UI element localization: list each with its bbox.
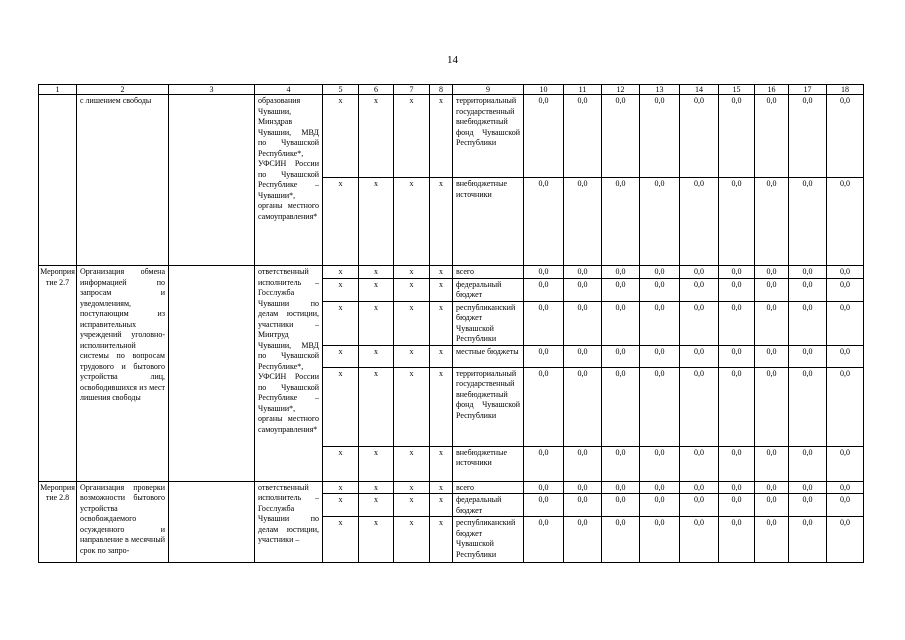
code-cell: x: [359, 178, 394, 266]
value-cell: 0,0: [524, 301, 564, 345]
value-cell: 0,0: [680, 266, 719, 279]
col-header: 6: [359, 85, 394, 95]
continuation-block: [39, 95, 864, 266]
value-cell: 0,0: [680, 178, 719, 266]
value-cell: 0,0: [719, 95, 755, 178]
table-row: [39, 481, 864, 494]
col-header: 9: [453, 85, 524, 95]
value-cell: 0,0: [524, 278, 564, 301]
value-cell: 0,0: [602, 367, 640, 446]
code-cell: x: [359, 278, 394, 301]
measure-description-cell: Организация обмена информацией по запросам и уведомлениям, поступающим из исправительных учреждений уголовно-исполнительной системы по вопросам трудового и бытового устройства лиц, освободившихся из мест лишения свободы: [77, 266, 169, 482]
value-cell: 0,0: [755, 345, 789, 367]
value-cell: 0,0: [564, 367, 602, 446]
measure-label-cell: Мероприятие 2.7: [39, 266, 77, 482]
code-cell: x: [430, 178, 453, 266]
value-cell: 0,0: [755, 494, 789, 517]
value-cell: 0,0: [680, 345, 719, 367]
value-cell: 0,0: [640, 266, 680, 279]
value-cell: 0,0: [789, 266, 827, 279]
funding-source-cell: внебюджетные источники: [453, 178, 524, 266]
value-cell: 0,0: [755, 178, 789, 266]
value-cell: 0,0: [524, 345, 564, 367]
code-cell: x: [430, 95, 453, 178]
value-cell: 0,0: [827, 95, 864, 178]
executors-cell: образования Чувашии, Минздрав Чувашии, МВД по Чувашской Республике*, УФСИН России по Чувашской Республике – Чувашии*, органы местного самоуправления*: [255, 95, 323, 266]
code-cell: x: [323, 481, 359, 494]
value-cell: 0,0: [755, 517, 789, 563]
code-cell: x: [323, 178, 359, 266]
value-cell: 0,0: [524, 367, 564, 446]
code-cell: x: [323, 494, 359, 517]
funding-source-cell: федеральный бюджет: [453, 278, 524, 301]
value-cell: 0,0: [602, 178, 640, 266]
code-cell: x: [359, 494, 394, 517]
value-cell: 0,0: [602, 301, 640, 345]
value-cell: 0,0: [524, 481, 564, 494]
code-cell: x: [394, 178, 430, 266]
financing-table: [38, 84, 864, 563]
value-cell: 0,0: [564, 494, 602, 517]
value-cell: 0,0: [755, 278, 789, 301]
value-cell: 0,0: [524, 178, 564, 266]
code-cell: x: [359, 367, 394, 446]
code-cell: x: [430, 266, 453, 279]
funding-source-cell: республиканский бюджет Чувашской Республики: [453, 301, 524, 345]
code-cell: x: [323, 367, 359, 446]
value-cell: 0,0: [564, 481, 602, 494]
code-cell: x: [394, 266, 430, 279]
col-header: 18: [827, 85, 864, 95]
value-cell: 0,0: [564, 278, 602, 301]
code-cell: x: [359, 95, 394, 178]
value-cell: 0,0: [680, 278, 719, 301]
value-cell: 0,0: [719, 345, 755, 367]
funding-source-cell: всего: [453, 481, 524, 494]
value-cell: 0,0: [680, 446, 719, 481]
funding-source-cell: всего: [453, 266, 524, 279]
value-cell: 0,0: [755, 481, 789, 494]
value-cell: 0,0: [827, 367, 864, 446]
value-cell: 0,0: [640, 301, 680, 345]
value-cell: 0,0: [827, 494, 864, 517]
value-cell: 0,0: [602, 517, 640, 563]
code-cell: x: [323, 301, 359, 345]
funding-source-cell: местные бюджеты: [453, 345, 524, 367]
value-cell: 0,0: [524, 95, 564, 178]
funding-source-cell: федеральный бюджет: [453, 494, 524, 517]
col-header: 14: [680, 85, 719, 95]
value-cell: 0,0: [719, 481, 755, 494]
code-cell: x: [323, 517, 359, 563]
empty-cell: [169, 266, 255, 482]
value-cell: 0,0: [755, 266, 789, 279]
code-cell: x: [394, 367, 430, 446]
col-header: 1: [39, 85, 77, 95]
value-cell: 0,0: [564, 301, 602, 345]
col-header: 13: [640, 85, 680, 95]
value-cell: 0,0: [524, 494, 564, 517]
code-cell: x: [430, 345, 453, 367]
col-header: 7: [394, 85, 430, 95]
measure-description-cell: с лишением свободы: [77, 95, 169, 266]
code-cell: x: [394, 95, 430, 178]
code-cell: x: [359, 446, 394, 481]
code-cell: x: [359, 481, 394, 494]
value-cell: 0,0: [755, 301, 789, 345]
code-cell: x: [394, 481, 430, 494]
value-cell: 0,0: [602, 266, 640, 279]
col-header: 12: [602, 85, 640, 95]
code-cell: x: [323, 446, 359, 481]
value-cell: 0,0: [755, 95, 789, 178]
measure-label-cell: [39, 95, 77, 266]
value-cell: 0,0: [564, 345, 602, 367]
value-cell: 0,0: [680, 517, 719, 563]
value-cell: 0,0: [602, 446, 640, 481]
value-cell: 0,0: [564, 446, 602, 481]
col-header: 15: [719, 85, 755, 95]
code-cell: x: [430, 367, 453, 446]
table-row: [39, 266, 864, 279]
value-cell: 0,0: [719, 494, 755, 517]
empty-cell: [169, 95, 255, 266]
value-cell: 0,0: [602, 278, 640, 301]
measure-description-cell: Организация проверки возможности бытового устройства освобождаемого осужденного и направление в месячный срок по запро-: [77, 481, 169, 563]
value-cell: 0,0: [789, 95, 827, 178]
code-cell: x: [394, 446, 430, 481]
value-cell: 0,0: [719, 517, 755, 563]
funding-source-cell: территориальный государственный внебюджетный фонд Чувашской Республики: [453, 367, 524, 446]
value-cell: 0,0: [789, 301, 827, 345]
col-header: 5: [323, 85, 359, 95]
value-cell: 0,0: [719, 367, 755, 446]
value-cell: 0,0: [640, 494, 680, 517]
value-cell: 0,0: [789, 345, 827, 367]
value-cell: 0,0: [602, 95, 640, 178]
value-cell: 0,0: [827, 446, 864, 481]
code-cell: x: [430, 494, 453, 517]
code-cell: x: [394, 345, 430, 367]
value-cell: 0,0: [789, 367, 827, 446]
table-row: [39, 95, 864, 178]
value-cell: 0,0: [640, 446, 680, 481]
executors-cell: ответственный исполнитель – Госслужба Чувашии по делам юстиции, участники – Минтруд Чувашии, МВД по Чувашской Республике*, УФСИН России по Чувашской Республике – Чувашии*, органы местного самоуправления*: [255, 266, 323, 482]
col-header: 10: [524, 85, 564, 95]
code-cell: x: [394, 517, 430, 563]
value-cell: 0,0: [524, 517, 564, 563]
funding-source-cell: территориальный государственный внебюджетный фонд Чувашской Республики: [453, 95, 524, 178]
value-cell: 0,0: [789, 446, 827, 481]
value-cell: 0,0: [680, 95, 719, 178]
value-cell: 0,0: [640, 517, 680, 563]
value-cell: 0,0: [789, 481, 827, 494]
measure-label-cell: Мероприятие 2.8: [39, 481, 77, 563]
code-cell: x: [323, 345, 359, 367]
value-cell: 0,0: [564, 178, 602, 266]
value-cell: 0,0: [680, 481, 719, 494]
value-cell: 0,0: [719, 301, 755, 345]
col-header: 4: [255, 85, 323, 95]
code-cell: x: [323, 95, 359, 178]
code-cell: x: [394, 494, 430, 517]
value-cell: 0,0: [602, 345, 640, 367]
value-cell: 0,0: [524, 266, 564, 279]
value-cell: 0,0: [827, 266, 864, 279]
code-cell: x: [394, 301, 430, 345]
value-cell: 0,0: [640, 481, 680, 494]
value-cell: 0,0: [680, 367, 719, 446]
code-cell: x: [323, 266, 359, 279]
header-row: [39, 85, 864, 95]
funding-source-cell: республиканский бюджет Чувашской Республики: [453, 517, 524, 563]
value-cell: 0,0: [719, 266, 755, 279]
value-cell: 0,0: [789, 178, 827, 266]
code-cell: x: [430, 278, 453, 301]
value-cell: 0,0: [827, 278, 864, 301]
code-cell: x: [359, 517, 394, 563]
code-cell: x: [430, 301, 453, 345]
code-cell: x: [430, 446, 453, 481]
value-cell: 0,0: [827, 517, 864, 563]
col-header: 2: [77, 85, 169, 95]
col-header: 8: [430, 85, 453, 95]
measure-2-8-block: [39, 481, 864, 563]
col-header: 16: [755, 85, 789, 95]
code-cell: x: [430, 481, 453, 494]
code-cell: x: [394, 278, 430, 301]
value-cell: 0,0: [602, 494, 640, 517]
value-cell: 0,0: [564, 517, 602, 563]
value-cell: 0,0: [640, 345, 680, 367]
funding-source-cell: внебюджетные источники: [453, 446, 524, 481]
col-header: 3: [169, 85, 255, 95]
value-cell: 0,0: [827, 345, 864, 367]
value-cell: 0,0: [640, 95, 680, 178]
code-cell: x: [359, 345, 394, 367]
value-cell: 0,0: [719, 446, 755, 481]
empty-cell: [169, 481, 255, 563]
code-cell: x: [359, 266, 394, 279]
value-cell: 0,0: [827, 481, 864, 494]
col-header: 17: [789, 85, 827, 95]
executors-cell: ответственный исполнитель – Госслужба Чувашии по делам юстиции, участники –: [255, 481, 323, 563]
value-cell: 0,0: [719, 178, 755, 266]
value-cell: 0,0: [789, 278, 827, 301]
value-cell: 0,0: [524, 446, 564, 481]
value-cell: 0,0: [640, 367, 680, 446]
value-cell: 0,0: [719, 278, 755, 301]
value-cell: 0,0: [640, 178, 680, 266]
col-header: 11: [564, 85, 602, 95]
value-cell: 0,0: [640, 278, 680, 301]
value-cell: 0,0: [789, 494, 827, 517]
value-cell: 0,0: [680, 494, 719, 517]
value-cell: 0,0: [827, 178, 864, 266]
value-cell: 0,0: [789, 517, 827, 563]
value-cell: 0,0: [755, 367, 789, 446]
code-cell: x: [430, 517, 453, 563]
page-number: 14: [447, 54, 458, 66]
value-cell: 0,0: [564, 95, 602, 178]
code-cell: x: [323, 278, 359, 301]
value-cell: 0,0: [680, 301, 719, 345]
value-cell: 0,0: [602, 481, 640, 494]
value-cell: 0,0: [827, 301, 864, 345]
value-cell: 0,0: [755, 446, 789, 481]
value-cell: 0,0: [564, 266, 602, 279]
measure-2-7-block: [39, 266, 864, 482]
code-cell: x: [359, 301, 394, 345]
